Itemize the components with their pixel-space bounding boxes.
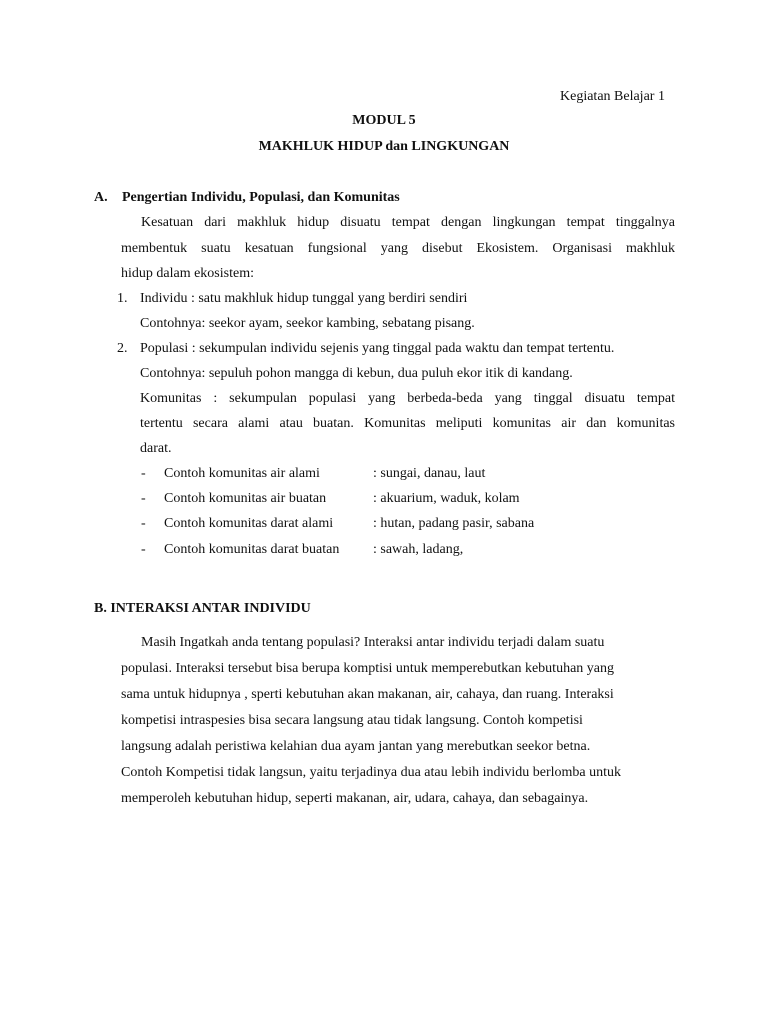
komunitas-line-2: tertentu secara alami atau buatan. Komunitas meliputi komunitas air dan komunitas bbox=[140, 416, 675, 431]
bullet-dash: - bbox=[141, 516, 146, 531]
section-b-heading: B. INTERAKSI ANTAR INDIVIDU bbox=[94, 601, 311, 616]
example-label: Contoh komunitas darat buatan bbox=[164, 542, 340, 557]
section-a-heading: Pengertian Individu, Populasi, dan Komunitas bbox=[122, 190, 400, 205]
list-item-2-text: Populasi : sekumpulan individu sejenis yang tinggal pada waktu dan tempat tertentu. bbox=[140, 341, 615, 356]
example-value: : sawah, ladang, bbox=[373, 542, 464, 557]
intro-line-2: membentuk suatu kesatuan fungsional yang disebut Ekosistem. Organisasi makhluk bbox=[121, 241, 675, 256]
bullet-dash: - bbox=[141, 542, 146, 557]
komunitas-line-3: darat. bbox=[140, 441, 172, 456]
paragraph-line: kompetisi intraspesies bisa secara langsung atau tidak langsung. Contoh kompetisi bbox=[121, 713, 583, 728]
list-item-2-example: Contohnya: sepuluh pohon mangga di kebun, dua puluh ekor itik di kandang. bbox=[140, 366, 573, 381]
bullet-dash: - bbox=[141, 491, 146, 506]
list-item-1-example: Contohnya: seekor ayam, seekor kambing, sebatang pisang. bbox=[140, 316, 475, 331]
list-item-2-number: 2. bbox=[117, 341, 128, 356]
example-label: Contoh komunitas darat alami bbox=[164, 516, 334, 531]
example-value: : hutan, padang pasir, sabana bbox=[373, 516, 535, 531]
komunitas-line-1: Komunitas : sekumpulan populasi yang berbeda-beda yang tinggal disuatu tempat bbox=[140, 391, 675, 406]
section-a-marker: A. bbox=[94, 190, 108, 205]
intro-line-3: hidup dalam ekosistem: bbox=[121, 266, 254, 281]
paragraph-line: sama untuk hidupnya , sperti kebutuhan akan makanan, air, cahaya, dan ruang. Interaksi bbox=[121, 687, 614, 702]
document-title: MAKHLUK HIDUP dan LINGKUNGAN bbox=[258, 139, 510, 154]
module-number: MODUL 5 bbox=[352, 113, 416, 128]
bullet-dash: - bbox=[141, 466, 146, 481]
list-item-1-number: 1. bbox=[117, 291, 128, 306]
paragraph-line: populasi. Interaksi tersebut bisa berupa komptisi untuk memperebutkan kebutuhan yang bbox=[121, 661, 614, 676]
paragraph-line: Masih Ingatkah anda tentang populasi? Interaksi antar individu terjadi dalam suatu bbox=[141, 635, 605, 650]
example-value: : sungai, danau, laut bbox=[373, 466, 486, 481]
list-item-1-text: Individu : satu makhluk hidup tunggal yang berdiri sendiri bbox=[140, 291, 468, 306]
intro-line-1: Kesatuan dari makhluk hidup disuatu tempat dengan lingkungan tempat tinggalnya bbox=[141, 215, 675, 230]
paragraph-line: langsung adalah peristiwa kelahian dua ayam jantan yang merebutkan seekor betna. bbox=[121, 739, 591, 754]
example-value: : akuarium, waduk, kolam bbox=[373, 491, 520, 506]
paragraph-line: Contoh Kompetisi tidak langsun, yaitu terjadinya dua atau lebih individu berlomba untuk bbox=[121, 765, 622, 780]
paragraph-line: memperoleh kebutuhan hidup, seperti makanan, air, udara, cahaya, dan sebagainya. bbox=[121, 791, 589, 806]
running-head: Kegiatan Belajar 1 bbox=[560, 89, 665, 104]
example-label: Contoh komunitas air alami bbox=[164, 466, 320, 481]
example-label: Contoh komunitas air buatan bbox=[164, 491, 327, 506]
